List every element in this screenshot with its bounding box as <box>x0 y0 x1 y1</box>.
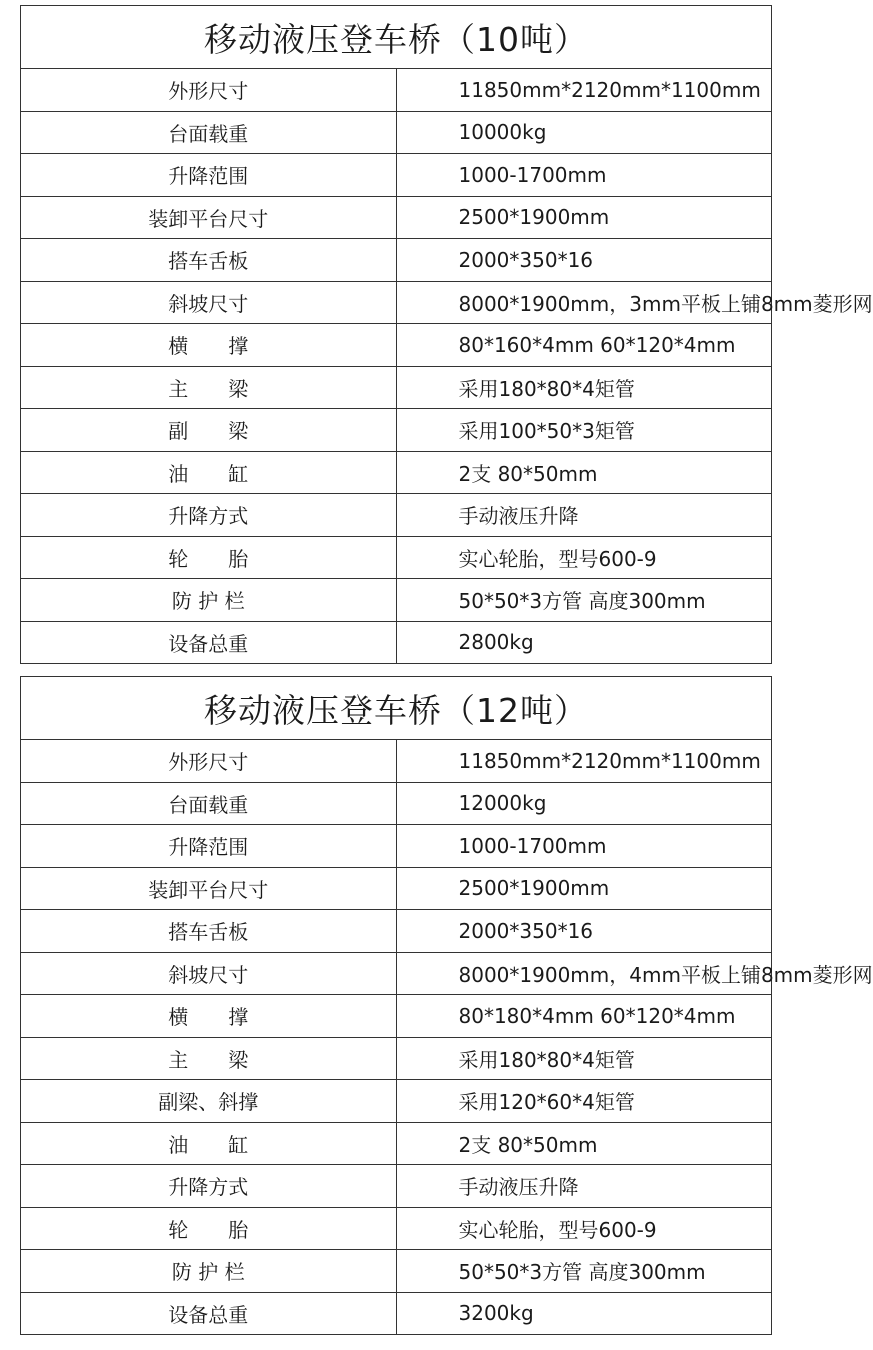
table-row <box>21 324 772 367</box>
spec-label: 设备总重 <box>21 621 397 664</box>
spec-label: 升降方式 <box>21 1165 397 1208</box>
spec-value: 2支 80*50mm <box>396 451 772 494</box>
spec-table-10t <box>20 5 873 664</box>
spec-value: 实心轮胎，型号600-9 <box>396 536 772 579</box>
spec-label: 轮 胎 <box>21 536 397 579</box>
table-row <box>21 1292 772 1335</box>
spec-label: 副 梁 <box>21 409 397 452</box>
table-row <box>21 867 772 910</box>
table-title-row <box>21 6 772 69</box>
spec-value: 80*180*4mm 60*120*4mm <box>396 995 772 1038</box>
table-row <box>21 281 772 324</box>
table-row <box>21 1250 772 1293</box>
table-row <box>21 451 772 494</box>
spec-table-12t <box>20 676 873 1335</box>
spec-value: 8000*1900mm，3mm平板上铺8mm菱形网 <box>396 281 772 324</box>
table-row <box>21 536 772 579</box>
spec-label: 升降方式 <box>21 494 397 537</box>
spec-value: 80*160*4mm 60*120*4mm <box>396 324 772 367</box>
spec-label: 台面载重 <box>21 782 397 825</box>
spec-value: 12000kg <box>396 782 772 825</box>
spec-label: 升降范围 <box>21 825 397 868</box>
spec-label: 副梁、斜撑 <box>21 1080 397 1123</box>
spec-label: 外形尺寸 <box>21 69 397 112</box>
table-title: 移动液压登车桥（10吨） <box>21 6 772 69</box>
spec-value: 采用120*60*4矩管 <box>396 1080 772 1123</box>
spec-label: 搭车舌板 <box>21 910 397 953</box>
spec-label: 轮 胎 <box>21 1207 397 1250</box>
table-row <box>21 1165 772 1208</box>
table-row <box>21 69 772 112</box>
table-row <box>21 239 772 282</box>
table-row <box>21 579 772 622</box>
spec-value: 11850mm*2120mm*1100mm <box>396 740 772 783</box>
spec-label: 装卸平台尺寸 <box>21 196 397 239</box>
spec-label: 外形尺寸 <box>21 740 397 783</box>
table-row <box>21 154 772 197</box>
spec-value: 8000*1900mm，4mm平板上铺8mm菱形网 <box>396 952 772 995</box>
spec-label: 升降范围 <box>21 154 397 197</box>
spec-label: 搭车舌板 <box>21 239 397 282</box>
table-row <box>21 1207 772 1250</box>
spec-label: 防 护 栏 <box>21 1250 397 1293</box>
table-row <box>21 196 772 239</box>
table-row <box>21 825 772 868</box>
spec-label: 装卸平台尺寸 <box>21 867 397 910</box>
spec-value: 2000*350*16 <box>396 910 772 953</box>
spec-value: 手动液压升降 <box>396 1165 772 1208</box>
table-row <box>21 366 772 409</box>
spec-value: 2000*350*16 <box>396 239 772 282</box>
spec-value: 2500*1900mm <box>396 867 772 910</box>
spec-value: 2支 80*50mm <box>396 1122 772 1165</box>
spec-value: 3200kg <box>396 1292 772 1335</box>
spec-value: 2800kg <box>396 621 772 664</box>
spec-value: 50*50*3方管 高度300mm <box>396 579 772 622</box>
table-row <box>21 740 772 783</box>
spec-label: 设备总重 <box>21 1292 397 1335</box>
spec-value: 1000-1700mm <box>396 154 772 197</box>
spec-label: 防 护 栏 <box>21 579 397 622</box>
spec-label: 横 撑 <box>21 995 397 1038</box>
table-title-row <box>21 677 772 740</box>
table-row <box>21 995 772 1038</box>
table-row <box>21 1080 772 1123</box>
spec-value: 10000kg <box>396 111 772 154</box>
spec-value: 采用180*80*4矩管 <box>396 1037 772 1080</box>
spec-value: 2500*1900mm <box>396 196 772 239</box>
spec-label: 主 梁 <box>21 1037 397 1080</box>
spec-label: 斜坡尺寸 <box>21 952 397 995</box>
table-row <box>21 782 772 825</box>
table-title: 移动液压登车桥（12吨） <box>21 677 772 740</box>
table-row <box>21 111 772 154</box>
table-row <box>21 952 772 995</box>
spec-value: 手动液压升降 <box>396 494 772 537</box>
table-row <box>21 621 772 664</box>
spec-label: 斜坡尺寸 <box>21 281 397 324</box>
spec-value: 采用180*80*4矩管 <box>396 366 772 409</box>
spec-value: 11850mm*2120mm*1100mm <box>396 69 772 112</box>
spec-label: 横 撑 <box>21 324 397 367</box>
table-row <box>21 1122 772 1165</box>
table-row <box>21 494 772 537</box>
spec-value: 50*50*3方管 高度300mm <box>396 1250 772 1293</box>
spec-value: 实心轮胎，型号600-9 <box>396 1207 772 1250</box>
spec-label: 油 缸 <box>21 1122 397 1165</box>
spec-value: 1000-1700mm <box>396 825 772 868</box>
spec-label: 主 梁 <box>21 366 397 409</box>
spec-label: 台面载重 <box>21 111 397 154</box>
spec-value: 采用100*50*3矩管 <box>396 409 772 452</box>
spec-label: 油 缸 <box>21 451 397 494</box>
table-row <box>21 409 772 452</box>
table-row <box>21 910 772 953</box>
table-row <box>21 1037 772 1080</box>
